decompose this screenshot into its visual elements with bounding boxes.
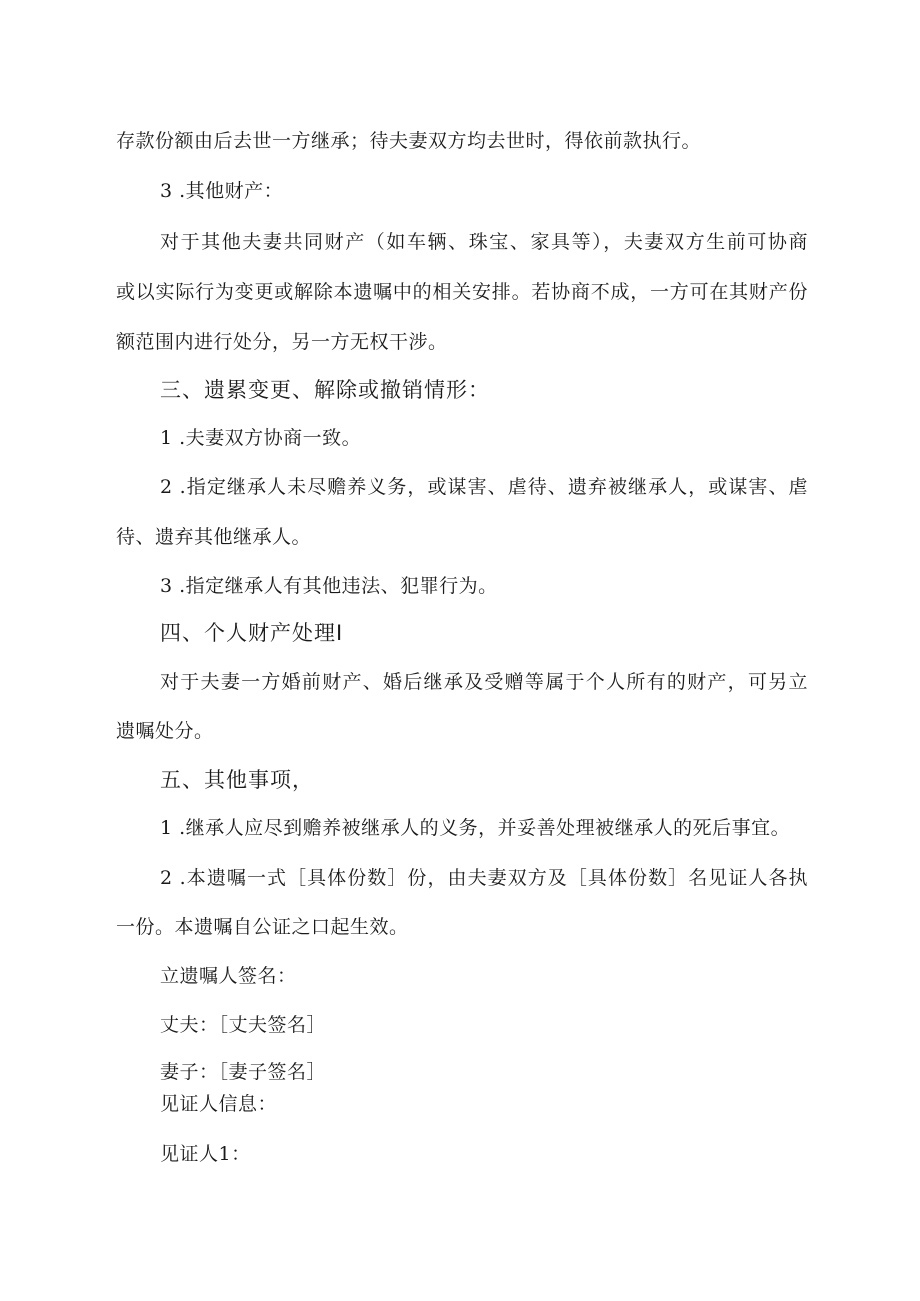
list-item-other-property: 3 .其他财产： bbox=[160, 180, 284, 202]
section-heading-4: 四、个人财产处理I bbox=[160, 621, 344, 645]
section-heading-5: 五、其他事项， bbox=[160, 768, 314, 792]
list-item: 1 .继承人应尽到赡养被继承人的义务，并妥善处理被继承人的死后事宜。 bbox=[160, 817, 791, 839]
paragraph-line: 对于其他夫妻共同财产（如车辆、珠宝、家具等），夫妻双方生前可协商 bbox=[160, 231, 808, 253]
witness-1-label: 见证人1： bbox=[160, 1143, 251, 1165]
list-item: 2 .指定继承人未尽赡养义务，或谋害、虐待、遗弃被继承人，或谋害、虐 bbox=[160, 476, 808, 498]
paragraph-line: 对于夫妻一方婚前财产、婚后继承及受赠等属于个人所有的财产，可另立 bbox=[160, 671, 808, 693]
paragraph-line: 或以实际行为变更或解除本遗嘱中的相关安排。若协商不成，一方可在其财产份 bbox=[116, 281, 808, 303]
paragraph-line: 额范围内进行处分，另一方无权干涉。 bbox=[116, 331, 448, 353]
paragraph-line: 待、遗弃其他继承人。 bbox=[116, 526, 312, 548]
husband-signature: 丈夫：［丈夫签名］ bbox=[160, 1014, 327, 1036]
paragraph-line: 一份。本遗嘱自公证之口起生效。 bbox=[116, 916, 409, 938]
section-heading-3: 三、遗累变更、解除或撤销情形： bbox=[160, 378, 490, 402]
witness-info-label: 见证人信息： bbox=[160, 1093, 278, 1115]
signature-label: 立遗嘱人签名： bbox=[160, 965, 297, 987]
wife-signature: 妻子：［妻子签名］ bbox=[160, 1061, 327, 1083]
list-item: 2 .本遗嘱一式［具体份数］份，由夫妻双方及［具体份数］名见证人各执 bbox=[160, 867, 808, 889]
paragraph-line: 遗嘱处分。 bbox=[116, 720, 214, 742]
paragraph-line: 存款份额由后去世一方继承；待夫妻双方均去世时，得依前款执行。 bbox=[116, 130, 702, 152]
list-item: 3 .指定继承人有其他违法、犯罪行为。 bbox=[160, 575, 498, 597]
list-item: 1 .夫妻双方协商一致。 bbox=[160, 427, 362, 449]
